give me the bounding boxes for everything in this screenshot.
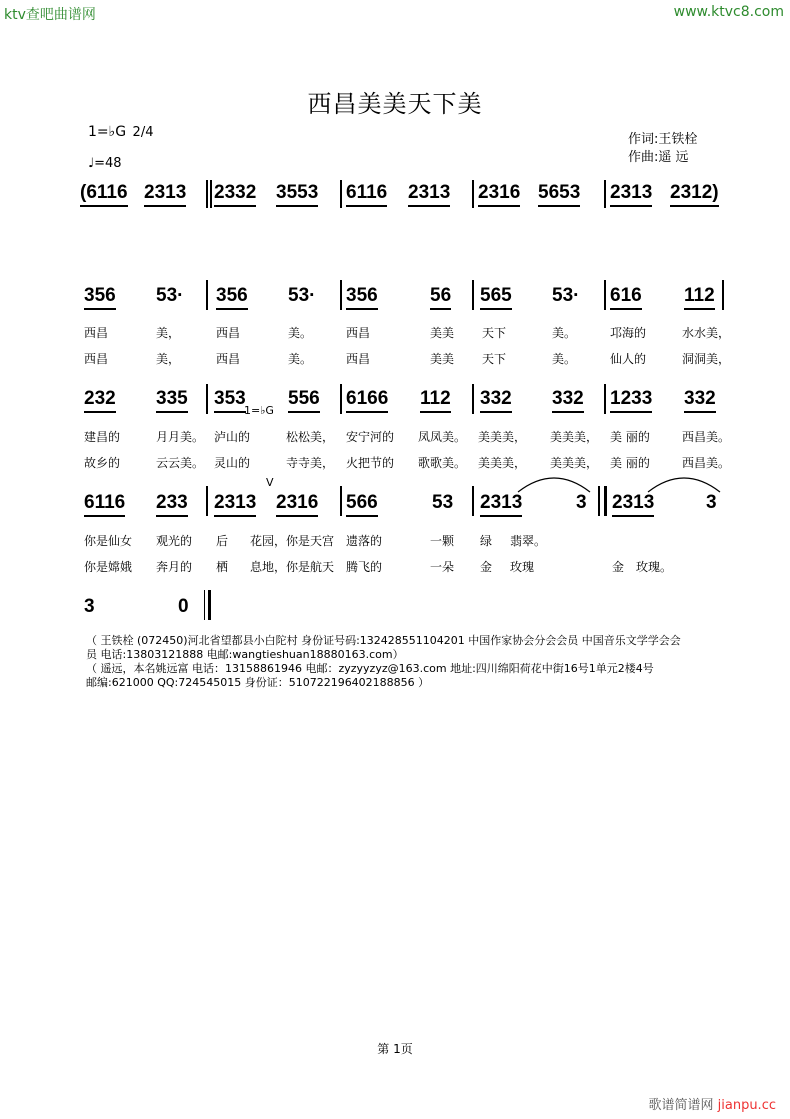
intro-note: 2312)	[670, 182, 719, 207]
barline	[210, 180, 212, 208]
watermark-site-url: www.ktvc8.com	[673, 4, 784, 20]
note-group: 1233	[610, 388, 652, 413]
lyric-verse-2: 火把节的	[346, 456, 395, 470]
barline	[604, 384, 606, 414]
lyric-verse-2: 美美美，	[478, 456, 527, 470]
watermark-site-name: ktv查吧曲谱网	[4, 7, 96, 23]
note-group: 3	[706, 492, 717, 513]
lyric-verse-2: 美。	[552, 352, 577, 366]
lyric-verse-2: 云云美。	[156, 456, 205, 470]
lyric-verse-1: 西昌	[346, 326, 371, 340]
lyric-verse-1: 西昌美。	[682, 430, 731, 444]
note-group: 2316	[276, 492, 318, 517]
note-group: 332	[552, 388, 584, 413]
key-signature-text: 1=♭G	[88, 124, 127, 140]
intro-note: 2332	[214, 182, 256, 207]
lyric-verse-2: 金	[612, 560, 625, 574]
lyric-verse-1: 观光的	[156, 534, 193, 548]
intro-note: (6116	[80, 182, 128, 207]
watermark-bottom-name: 歌谱简谱网	[648, 1098, 714, 1113]
note-group: 3	[84, 596, 95, 617]
note-group: 53	[432, 492, 454, 513]
lyric-verse-1: 水水美，	[682, 326, 731, 340]
song-title: 西昌美美天下美	[307, 90, 483, 118]
contact-line: 邮编:621000 QQ:724545015 身份证：510722196402188856 ）	[86, 676, 430, 689]
note-group: 356	[216, 285, 248, 310]
lyric-verse-2: 寺寺美，	[286, 456, 335, 470]
note-group: 53·	[156, 285, 184, 306]
lyric-verse-2: 息地，你是航天	[250, 560, 335, 574]
lyric-verse-1: 西昌	[84, 326, 109, 340]
lyric-verse-1: 月月美。	[156, 430, 205, 444]
barline	[472, 180, 474, 208]
note-group: 556	[288, 388, 320, 413]
lyric-verse-1: 遗落的	[346, 534, 383, 548]
repeat-barline	[604, 486, 607, 516]
note-group: 53·	[288, 285, 316, 306]
lyric-verse-2: 西昌	[346, 352, 371, 366]
lyric-verse-1: 松松美，	[286, 430, 335, 444]
lyric-verse-1: 你是仙女	[84, 534, 133, 548]
lyric-verse-2: 奔月的	[156, 560, 193, 574]
lyric-verse-1: 后	[216, 534, 229, 548]
lyric-verse-2: 美。	[288, 352, 313, 366]
note-group: 112	[684, 285, 715, 310]
lyric-verse-2: 西昌	[84, 352, 109, 366]
intro-note: 3553	[276, 182, 318, 207]
watermark-bottom-url: jianpu.cc	[717, 1098, 776, 1113]
barline	[472, 280, 474, 310]
barline	[472, 384, 474, 414]
note-group: 566	[346, 492, 378, 517]
lyric-verse-1: 花园，你是天宫	[250, 534, 335, 548]
barline	[340, 180, 342, 208]
lyric-verse-2: 美 丽的	[610, 456, 650, 470]
lyricist-credit: 作词:王铁栓	[628, 132, 698, 147]
lyric-verse-2: 美美	[430, 352, 455, 366]
lyric-verse-2: 一朵	[430, 560, 455, 574]
note-group: 233	[156, 492, 188, 517]
intro-note: 2316	[478, 182, 520, 207]
barline	[472, 486, 474, 516]
barline	[206, 280, 208, 310]
note-group: 53·	[552, 285, 580, 306]
lyric-verse-1: 美美美，	[478, 430, 527, 444]
note-group: 6166	[346, 388, 388, 413]
barline	[604, 280, 606, 310]
note-group: 616	[610, 285, 642, 310]
barline	[604, 180, 606, 208]
tempo-marking: ♩=48	[88, 156, 122, 171]
lyric-verse-1: 西昌	[216, 326, 241, 340]
lyric-verse-1: 美美	[430, 326, 455, 340]
lyric-verse-1: 凤凤美。	[418, 430, 467, 444]
lyric-verse-2: 美美美，	[550, 456, 599, 470]
barline	[340, 384, 342, 414]
watermark-bottom	[648, 1094, 776, 1113]
tie-arc	[646, 470, 722, 494]
lyric-verse-2: 西昌美。	[682, 456, 731, 470]
note-group: 2313	[612, 492, 654, 517]
note-group: 353	[214, 388, 246, 413]
intro-note: 2313	[408, 182, 450, 207]
lyric-verse-1: 美。	[552, 326, 577, 340]
lyric-verse-1: 泸山的	[214, 430, 251, 444]
lyric-verse-2: 灵山的	[214, 456, 251, 470]
intro-note: 2313	[610, 182, 652, 207]
lyric-verse-1: 建昌的	[84, 430, 121, 444]
note-group: 565	[480, 285, 512, 310]
lyric-verse-1: 美 丽的	[610, 430, 650, 444]
final-barline-thick	[208, 590, 211, 620]
intro-note: 6116	[346, 182, 387, 207]
composer-credit: 作曲:遥 远	[628, 150, 689, 165]
intro-note: 2313	[144, 182, 186, 207]
lyric-verse-1: 一颗	[430, 534, 455, 548]
lyric-verse-2: 西昌	[216, 352, 241, 366]
repeat-barline	[598, 486, 600, 516]
lyric-verse-1: 安宁河的	[346, 430, 395, 444]
intro-note: 5653	[538, 182, 580, 207]
lyric-verse-2: 仙人的	[610, 352, 647, 366]
lyric-verse-2: 玫瑰。	[636, 560, 673, 574]
contact-line: 员 电话:13803121888 电邮:wangtieshuan18880163.com）	[86, 648, 404, 661]
lyric-verse-1: 美，	[156, 326, 181, 340]
note-group: 332	[480, 388, 512, 413]
lyric-verse-1: 美。	[288, 326, 313, 340]
time-signature: 2/4	[132, 125, 154, 140]
barline	[722, 280, 724, 310]
lyric-verse-1: 天下	[482, 326, 507, 340]
page-number: 第 1页	[377, 1042, 413, 1056]
note-group: 2313	[214, 492, 256, 517]
lyric-verse-2: 你是嫦娥	[84, 560, 133, 574]
breath-mark: V	[266, 476, 274, 489]
note-group: 112	[420, 388, 451, 413]
barline	[206, 384, 208, 414]
note-group: 3	[576, 492, 587, 513]
lyric-verse-2: 栖	[216, 560, 229, 574]
note-group: 332	[684, 388, 716, 413]
barline	[206, 180, 208, 208]
barline	[340, 280, 342, 310]
lyric-verse-2: 金	[480, 560, 493, 574]
lyric-verse-2: 腾飞的	[346, 560, 383, 574]
lyric-verse-2: 洞洞美，	[682, 352, 731, 366]
key-change: 1=♭G	[244, 404, 274, 417]
note-group: 0	[178, 596, 189, 617]
lyric-verse-2: 玫瑰	[510, 560, 535, 574]
lyric-verse-2: 天下	[482, 352, 507, 366]
note-group: 2313	[480, 492, 522, 517]
contact-line: （ 遥远，本名姚远富 电话：13158861946 电邮：zyzyyzyz@163.com 地址:四川绵阳荷花中街16号1单元2楼4号	[86, 662, 654, 675]
note-group: 335	[156, 388, 188, 413]
note-group: 356	[84, 285, 116, 310]
barline	[340, 486, 342, 516]
lyric-verse-2: 歌歌美。	[418, 456, 467, 470]
note-group: 356	[346, 285, 378, 310]
key-signature	[88, 124, 153, 140]
note-group: 232	[84, 388, 116, 413]
lyric-verse-1: 翡翠。	[510, 534, 547, 548]
lyric-verse-1: 绿	[480, 534, 493, 548]
lyric-verse-2: 美，	[156, 352, 181, 366]
lyric-verse-1: 美美美，	[550, 430, 599, 444]
lyric-verse-1: 邛海的	[610, 326, 647, 340]
note-group: 56	[430, 285, 451, 310]
contact-line: （ 王铁栓 (072450)河北省望都县小白陀村 身份证号码:132428551104201 中国作家协会分会会员 中国音乐文学学会会	[86, 634, 681, 647]
final-barline-thin	[204, 590, 205, 620]
lyric-verse-2: 故乡的	[84, 456, 121, 470]
barline	[206, 486, 208, 516]
tie-arc	[516, 470, 592, 494]
note-group: 6116	[84, 492, 125, 517]
